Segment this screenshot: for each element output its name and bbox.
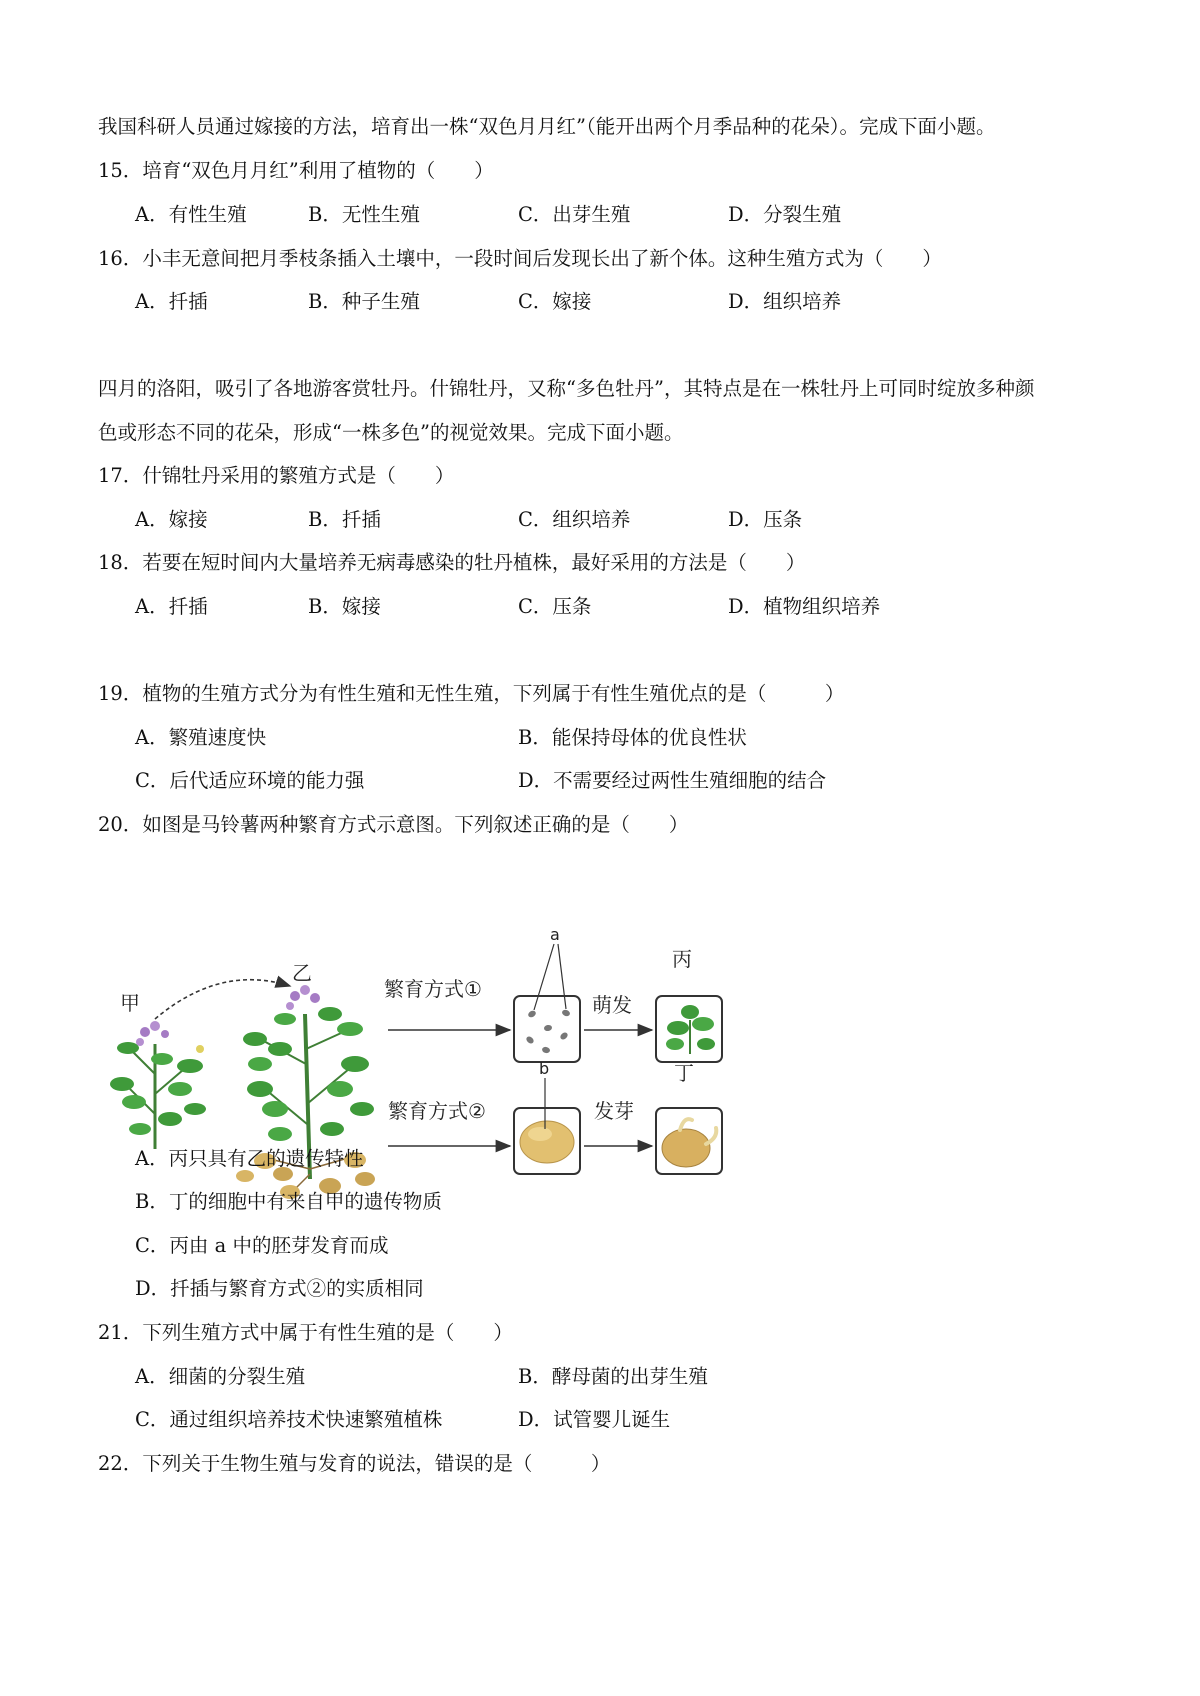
q18-option-a[interactable]: A．扦插 (135, 595, 208, 618)
q15-option-a[interactable]: A．有性生殖 (135, 203, 247, 226)
q18-option-c[interactable]: C．压条 (518, 595, 592, 618)
plant-jia (110, 1021, 206, 1149)
q15-option-b[interactable]: B．无性生殖 (308, 203, 420, 226)
q18-option-d[interactable]: D．植物组织培养 (728, 595, 881, 618)
q16-option-a[interactable]: A．扦插 (135, 290, 208, 313)
q19-option-a[interactable]: A．繁殖速度快 (135, 726, 267, 749)
q20-option-d[interactable]: D．扦插与繁育方式②的实质相同 (135, 1277, 424, 1300)
label-ding: 丁 (674, 1061, 694, 1085)
q17-option-a[interactable]: A．嫁接 (135, 508, 208, 531)
q19-option-b[interactable]: B．能保持母体的优良性状 (518, 726, 747, 749)
question-20-stem: 20．如图是马铃薯两种繁育方式示意图。下列叙述正确的是（ ） (98, 813, 689, 836)
label-jia: 甲 (120, 991, 140, 1015)
q15-option-d[interactable]: D．分裂生殖 (728, 203, 842, 226)
q18-option-b[interactable]: B．嫁接 (308, 595, 381, 618)
q16-option-d[interactable]: D．组织培养 (728, 290, 842, 313)
bud-label: 发芽 (594, 1099, 634, 1123)
q20-option-b[interactable]: B．丁的细胞中有来自甲的遗传物质 (135, 1190, 442, 1213)
q19-option-c[interactable]: C．后代适应环境的能力强 (135, 769, 365, 792)
q17-option-d[interactable]: D．压条 (728, 508, 803, 531)
question-21-stem: 21．下列生殖方式中属于有性生殖的是（ ） (98, 1321, 513, 1344)
q15-option-c[interactable]: C．出芽生殖 (518, 203, 631, 226)
q21-option-a[interactable]: A．细菌的分裂生殖 (135, 1365, 306, 1388)
sprout-label: 萌发 (592, 993, 632, 1017)
passage-intro-1: 我国科研人员通过嫁接的方法，培育出一株“双色月月红”（能开出两个月季品种的花朵）。完成下面小题。 (98, 115, 996, 138)
question-18-stem: 18．若要在短时间内大量培养无病毒感染的牡丹植株，最好采用的方法是（ ） (98, 551, 806, 574)
passage-intro-2-line-2: 色或形态不同的花朵，形成“一株多色”的视觉效果。完成下面小题。 (98, 421, 684, 444)
q17-option-c[interactable]: C．组织培养 (518, 508, 631, 531)
label-a: a (550, 925, 560, 944)
label-b: b (539, 1059, 550, 1078)
pollination-arrow (155, 980, 290, 1019)
method-1-label: 繁育方式① (384, 977, 482, 1001)
q16-option-c[interactable]: C．嫁接 (518, 290, 592, 313)
q17-option-b[interactable]: B．扦插 (308, 508, 381, 531)
question-17-stem: 17．什锦牡丹采用的繁殖方式是（ ） (98, 464, 455, 487)
q20-option-a[interactable]: A．丙只具有乙的遗传特性 (135, 1147, 364, 1170)
q20-option-c[interactable]: C．丙由 a 中的胚芽发育而成 (135, 1234, 389, 1257)
method-2-label: 繁育方式② (388, 1099, 486, 1123)
label-bing: 丙 (672, 947, 692, 971)
question-22-stem: 22．下列关于生物生殖与发育的说法，错误的是（ ） (98, 1452, 611, 1475)
label-yi: 乙 (292, 961, 312, 985)
q21-option-c[interactable]: C．通过组织培养技术快速繁殖植株 (135, 1408, 443, 1431)
q19-option-d[interactable]: D．不需要经过两性生殖细胞的结合 (518, 769, 827, 792)
q21-option-b[interactable]: B．酵母菌的出芽生殖 (518, 1365, 708, 1388)
question-15-stem: 15．培育“双色月月红”利用了植物的（ ） (98, 159, 494, 182)
q21-option-d[interactable]: D．试管婴儿诞生 (518, 1408, 671, 1431)
question-16-stem: 16．小丰无意间把月季枝条插入土壤中，一段时间后发现长出了新个体。这种生殖方式为（ ） (98, 247, 942, 270)
passage-intro-2-line-1: 四月的洛阳，吸引了各地游客赏牡丹。什锦牡丹，又称“多色牡丹”，其特点是在一株牡丹上可同时绽放多种颜 (98, 377, 1035, 400)
q16-option-b[interactable]: B．种子生殖 (308, 290, 420, 313)
question-19-stem: 19．植物的生殖方式分为有性生殖和无性生殖，下列属于有性生殖优点的是（ ） (98, 682, 845, 705)
